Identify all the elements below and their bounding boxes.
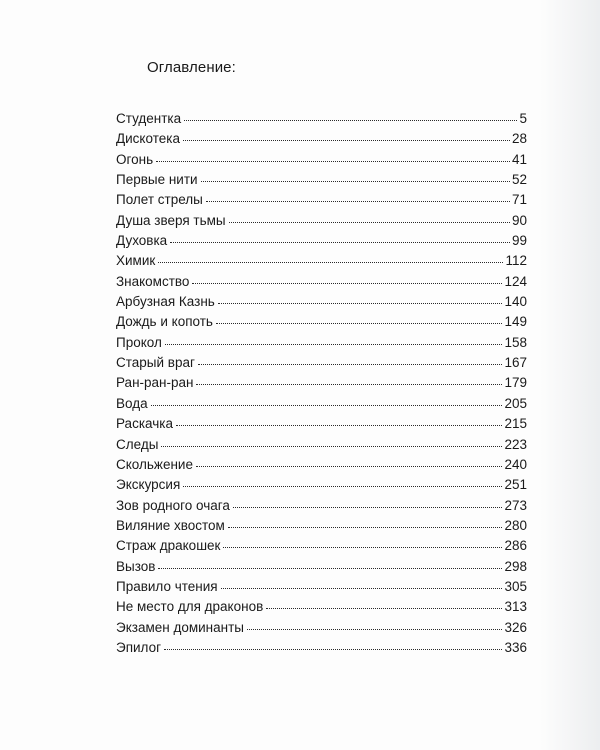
toc-entry bbox=[116, 536, 527, 556]
toc-entry bbox=[116, 109, 527, 129]
toc-entry bbox=[116, 129, 527, 149]
toc-entry bbox=[116, 373, 527, 393]
toc-entry-title: Знакомство bbox=[116, 273, 190, 289]
toc-entry-page-number: 28 bbox=[511, 131, 527, 147]
toc-dot-leader bbox=[233, 505, 503, 508]
toc-entry-page-number: 251 bbox=[504, 477, 527, 493]
toc-entry-title: Раскачка bbox=[116, 416, 173, 432]
toc-dot-leader bbox=[165, 342, 503, 345]
toc-dot-leader bbox=[183, 484, 502, 487]
toc-entry-page-number: 71 bbox=[511, 192, 527, 208]
toc-entry-page-number: 215 bbox=[504, 416, 527, 432]
toc-entry-title: Студентка bbox=[116, 111, 182, 126]
toc-entry-title: Дождь и копоть bbox=[116, 314, 213, 330]
toc-entry-page-number: 5 bbox=[519, 111, 527, 126]
toc-entry-title: Старый враг bbox=[116, 355, 195, 371]
toc-entry bbox=[116, 150, 527, 170]
toc-dot-leader bbox=[158, 566, 502, 569]
toc-entry-page-number: 112 bbox=[505, 253, 527, 269]
toc-entry-title: Полет стрелы bbox=[116, 192, 203, 208]
toc-entry bbox=[116, 272, 527, 292]
toc-entry-page-number: 313 bbox=[504, 599, 527, 615]
toc-entry-title: Прокол bbox=[116, 334, 162, 350]
toc-entry bbox=[116, 638, 527, 658]
toc-dot-leader bbox=[266, 606, 502, 609]
toc-entry-title: Зов родного очага bbox=[116, 497, 230, 513]
toc-entry-title: Правило чтения bbox=[116, 578, 218, 594]
toc-entry-title: Химик bbox=[116, 253, 156, 269]
toc-entry-title: Ран-ран-ран bbox=[116, 375, 194, 391]
toc-entry bbox=[116, 292, 527, 312]
toc-entry bbox=[116, 190, 527, 210]
toc-entry bbox=[116, 231, 527, 251]
page-edge-shadow bbox=[540, 0, 600, 750]
toc-entry-page-number: 298 bbox=[504, 558, 527, 574]
toc-entry-title: Виляние хвостом bbox=[116, 517, 225, 533]
toc-entry-page-number: 124 bbox=[504, 273, 527, 289]
toc-dot-leader bbox=[176, 423, 502, 426]
toc-entry-page-number: 286 bbox=[504, 538, 527, 554]
toc-entry bbox=[116, 618, 527, 638]
toc-entry-title: Следы bbox=[116, 436, 159, 452]
toc-dot-leader bbox=[228, 525, 503, 528]
toc-dot-leader bbox=[183, 138, 510, 141]
toc-dot-leader bbox=[223, 545, 502, 548]
toc-entry-title: Вода bbox=[116, 395, 148, 411]
toc-dot-leader bbox=[196, 382, 502, 385]
toc-entry-title: Не место для драконов bbox=[116, 599, 264, 615]
toc-entry bbox=[116, 496, 527, 516]
toc-entry-title: Экзамен доминанты bbox=[116, 619, 244, 635]
toc-entry-title: Эпилог bbox=[116, 639, 162, 655]
toc-entry-page-number: 179 bbox=[504, 375, 527, 391]
toc-entry bbox=[116, 333, 527, 353]
toc-dot-leader bbox=[164, 647, 502, 650]
toc-dot-leader bbox=[158, 260, 503, 263]
toc-entry-page-number: 158 bbox=[504, 334, 527, 350]
toc-dot-leader bbox=[151, 403, 503, 406]
toc-entry-page-number: 326 bbox=[504, 619, 527, 635]
toc-entry-page-number: 167 bbox=[504, 355, 527, 371]
toc-entry bbox=[116, 557, 527, 577]
toc-entry-title: Духовка bbox=[116, 233, 168, 249]
toc-dot-leader bbox=[218, 301, 503, 304]
toc-heading: Оглавление: bbox=[147, 59, 236, 76]
toc-entry-title: Дискотека bbox=[116, 131, 180, 147]
toc-entry-title: Вызов bbox=[116, 558, 156, 574]
toc-entry-title: Первые нити bbox=[116, 172, 198, 188]
toc-entry bbox=[116, 414, 527, 434]
toc-dot-leader bbox=[196, 464, 502, 467]
toc-dot-leader bbox=[161, 444, 502, 447]
toc-entry-page-number: 52 bbox=[511, 172, 527, 188]
toc-dot-leader bbox=[229, 220, 510, 223]
toc-entry bbox=[116, 211, 527, 231]
toc-entry-title: Душа зверя тьмы bbox=[116, 212, 226, 228]
toc-entry-page-number: 336 bbox=[504, 639, 527, 655]
toc-dot-leader bbox=[198, 362, 503, 365]
toc-entry bbox=[116, 312, 527, 332]
toc-entry bbox=[116, 170, 527, 190]
toc-entry-page-number: 240 bbox=[504, 456, 527, 472]
toc-entry bbox=[116, 435, 527, 455]
toc-dot-leader bbox=[156, 159, 510, 162]
toc-entry-page-number: 280 bbox=[504, 517, 527, 533]
toc-dot-leader bbox=[170, 240, 510, 243]
toc-entry-page-number: 305 bbox=[504, 578, 527, 594]
toc-entry bbox=[116, 516, 527, 536]
toc-entry-title: Страж дракошек bbox=[116, 538, 221, 554]
toc-entry-page-number: 273 bbox=[504, 497, 527, 513]
toc-entry-page-number: 41 bbox=[511, 151, 527, 167]
toc-dot-leader bbox=[221, 586, 503, 589]
toc-entry bbox=[116, 251, 527, 271]
toc-entry-page-number: 90 bbox=[511, 212, 527, 228]
table-of-contents bbox=[116, 109, 527, 658]
toc-dot-leader bbox=[216, 321, 503, 324]
toc-entry-page-number: 140 bbox=[504, 294, 527, 310]
toc-entry-page-number: 149 bbox=[504, 314, 527, 330]
toc-entry-page-number: 205 bbox=[504, 395, 527, 411]
toc-dot-leader bbox=[192, 281, 502, 284]
toc-entry-title: Арбузная Казнь bbox=[116, 294, 215, 310]
toc-entry bbox=[116, 455, 527, 475]
toc-dot-leader bbox=[247, 627, 503, 630]
toc-entry-page-number: 223 bbox=[504, 436, 527, 452]
toc-entry-page-number: 99 bbox=[511, 233, 527, 249]
toc-entry-title: Скольжение bbox=[116, 456, 193, 472]
toc-entry-title: Экскурсия bbox=[116, 477, 181, 493]
toc-dot-leader bbox=[184, 118, 517, 121]
toc-entry bbox=[116, 353, 527, 373]
toc-entry-title: Огонь bbox=[116, 151, 154, 167]
toc-entry bbox=[116, 394, 527, 414]
toc-entry bbox=[116, 597, 527, 617]
toc-entry bbox=[116, 577, 527, 597]
toc-dot-leader bbox=[206, 199, 510, 202]
toc-entry bbox=[116, 475, 527, 495]
toc-dot-leader bbox=[201, 179, 510, 182]
